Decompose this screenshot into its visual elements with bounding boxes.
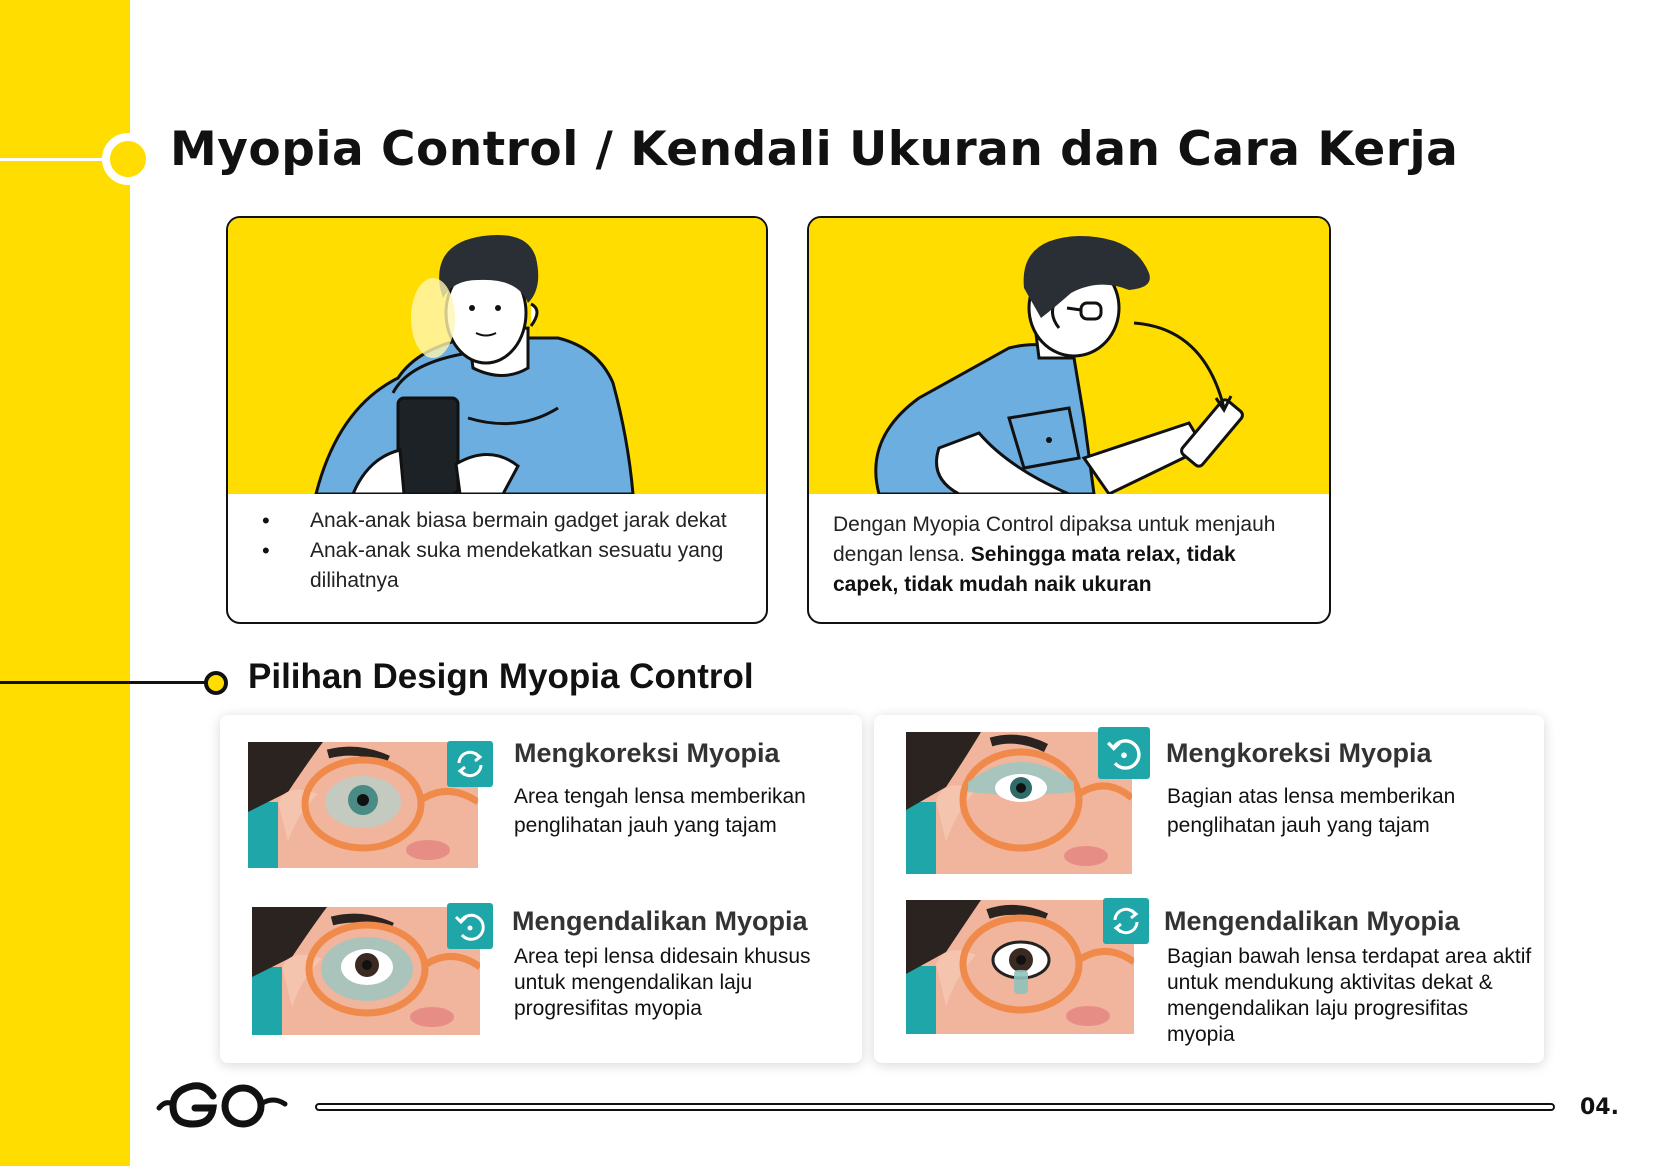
page-title: Myopia Control / Kendali Ukuran dan Cara Kerja: [170, 122, 1459, 177]
design-left-control-desc: Area tepi lensa didesain khusus untuk mengendalikan laju progresifitas myopia: [514, 945, 811, 1020]
design-right-control-title: Mengendalikan Myopia: [1164, 906, 1460, 936]
page-number: 04.: [1580, 1095, 1619, 1120]
near-use-card: [226, 216, 768, 624]
title-bullet-dot: [102, 133, 154, 185]
design-right-correct-desc: Bagian atas lensa memberikan penglihatan jauh yang tajam: [1167, 785, 1456, 837]
far-text-normal: Dengan Myopia Control dipaksa untuk menjauh dengan lensa.: [833, 513, 1276, 566]
eye-peripheral-zone-image: [252, 907, 480, 1035]
design-left-control-title: Mengendalikan Myopia: [512, 906, 808, 936]
design-right-correct-title: Mengkoreksi Myopia: [1166, 738, 1432, 768]
child-phone-far-illustration: [809, 218, 1329, 494]
design-right-control-desc: Bagian bawah lensa terdapat area aktif untuk mendukung aktivitas dekat & mengendalikan laju progresifitas myopia: [1167, 945, 1532, 1046]
bullet-item: • Anak-anak biasa bermain gadget jarak dekat: [248, 506, 746, 536]
eye-lower-zone-image: [906, 900, 1134, 1034]
near-use-caption: [228, 494, 766, 622]
section-connector-line: [0, 681, 210, 684]
design-left-correct-title: Mengkoreksi Myopia: [514, 738, 780, 768]
far-text-bold: Sehingga mata relax, tidak capek, tidak mudah naik ukuran: [833, 543, 1236, 596]
footer-divider-bar: [315, 1103, 1555, 1111]
rotate-left-icon: [447, 903, 493, 949]
section-bullet-dot: [204, 671, 228, 695]
design-left-correct-desc: Area tengah lensa memberikan penglihatan jauh yang tajam: [514, 785, 806, 837]
title-connector-line: [0, 158, 110, 161]
refresh-arrows-icon: [447, 741, 493, 787]
child-phone-close-illustration: [228, 218, 766, 494]
bullet-item: • Anak-anak suka mendekatkan sesuatu yang dilihatnya: [248, 536, 746, 596]
go-eyewear-logo: [155, 1078, 290, 1130]
far-use-card: [807, 216, 1331, 624]
far-use-caption: [809, 494, 1329, 622]
rotate-left-icon: [1098, 727, 1150, 779]
eye-center-zone-image: [248, 742, 478, 868]
section-title: Pilihan Design Myopia Control: [248, 657, 754, 696]
refresh-arrows-icon: [1103, 898, 1149, 944]
